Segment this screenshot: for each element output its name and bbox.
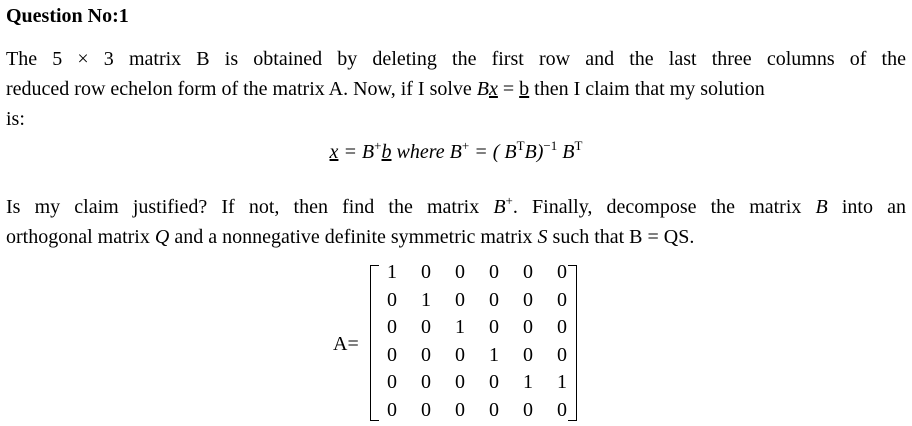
matrix-cell: 0 — [387, 316, 397, 338]
line2-tail: then I claim that my solution — [529, 78, 765, 100]
equals-sign: = — [497, 78, 520, 100]
var-Bplus: B — [493, 196, 506, 218]
matrix-cell: 1 — [557, 371, 567, 393]
matrix-cell: 1 — [421, 288, 431, 311]
matrix-label: A= — [333, 333, 359, 355]
matrix-cell: 1 — [387, 261, 397, 283]
p2-line1-a: Is my claim justified? If not, then find the matrix — [6, 196, 494, 218]
matrix-cell: 0 — [523, 398, 533, 421]
matrix-grid — [375, 259, 579, 424]
matrix-cell: 0 — [489, 398, 499, 421]
var-b-vector: b — [519, 78, 530, 100]
matrix-cell: 0 — [489, 261, 499, 283]
paragraph-line-3: is: — [6, 108, 25, 130]
matrix-cell: 0 — [455, 343, 465, 366]
matrix-cell: 0 — [421, 316, 431, 338]
question-paragraph — [6, 44, 906, 134]
formula-sup-t: T — [516, 138, 525, 153]
matrix-cell: 0 — [557, 316, 567, 338]
formula-eq2: = ( B — [469, 141, 517, 163]
matrix-cell: 0 — [455, 261, 465, 283]
formula-tail: B — [557, 141, 575, 163]
matrix-cell: 0 — [455, 288, 465, 311]
matrix-cell: 1 — [489, 343, 499, 366]
matrix-A — [333, 259, 593, 425]
formula-sup-plus: + — [374, 138, 382, 153]
formula-x: x — [329, 141, 339, 163]
var-B-2: B — [815, 196, 828, 218]
matrix-cell: 0 — [455, 398, 465, 421]
var-B: B — [476, 78, 489, 100]
question-paragraph-2 — [6, 186, 906, 252]
paragraph2-line-2 — [6, 222, 906, 252]
matrix-cell: 0 — [387, 371, 397, 393]
pseudoinverse-formula — [0, 138, 912, 164]
matrix-cell: 0 — [523, 288, 533, 311]
formula-mid: B) — [524, 141, 544, 163]
formula-sup-plus-2: + — [461, 138, 470, 153]
paragraph2-line-1 — [6, 186, 906, 222]
formula-sup-t-2: T — [574, 138, 583, 153]
matrix-cell: 0 — [489, 371, 499, 393]
line2-text: reduced row echelon form of the matrix A. Now, if I solve — [6, 78, 477, 100]
paragraph-line-1: The 5 × 3 matrix B is obtained by deleting the first row and the last three columns of the — [6, 48, 906, 70]
matrix-cell: 0 — [387, 288, 397, 311]
matrix-cell: 0 — [421, 261, 431, 283]
matrix-cell: 0 — [489, 288, 499, 311]
matrix-cell: 0 — [421, 343, 431, 366]
p2-line2-c: such that B = QS. — [547, 226, 695, 248]
var-x-vector: x — [489, 78, 498, 100]
formula-sup-inverse: −1 — [543, 138, 558, 153]
matrix-cell: 0 — [387, 398, 397, 421]
matrix-cell: 0 — [523, 261, 533, 283]
matrix-cell: 0 — [489, 316, 499, 338]
var-S: S — [537, 226, 548, 248]
var-Bplus-sup: + — [505, 193, 513, 208]
matrix-cell: 0 — [387, 343, 397, 366]
matrix-cell: 0 — [523, 316, 533, 338]
var-Q: Q — [154, 226, 170, 248]
matrix-cell: 0 — [421, 371, 431, 393]
matrix-cell: 1 — [523, 371, 533, 393]
matrix-cell: 0 — [557, 398, 567, 421]
matrix-cell: 0 — [455, 371, 465, 393]
matrix-cell: 0 — [421, 398, 431, 421]
p2-line2-a: orthogonal matrix — [6, 226, 155, 248]
formula-eq1: = B — [338, 141, 375, 163]
matrix-cell: 1 — [455, 316, 465, 338]
question-heading: Question No:1 — [6, 5, 129, 27]
matrix-cell: 0 — [523, 343, 533, 366]
paragraph-line-2 — [6, 74, 906, 104]
matrix-cell: 0 — [557, 261, 567, 283]
matrix-cell: 0 — [557, 343, 567, 366]
matrix-cell: 0 — [557, 288, 567, 311]
formula-where: where B — [391, 141, 462, 163]
p2-line1-b: . Finally, decompose the matrix — [512, 196, 816, 218]
p2-line1-c: into an — [827, 196, 907, 218]
formula-b: b — [381, 141, 392, 163]
p2-line2-b: and a nonnegative definite symmetric matrix — [169, 226, 538, 248]
